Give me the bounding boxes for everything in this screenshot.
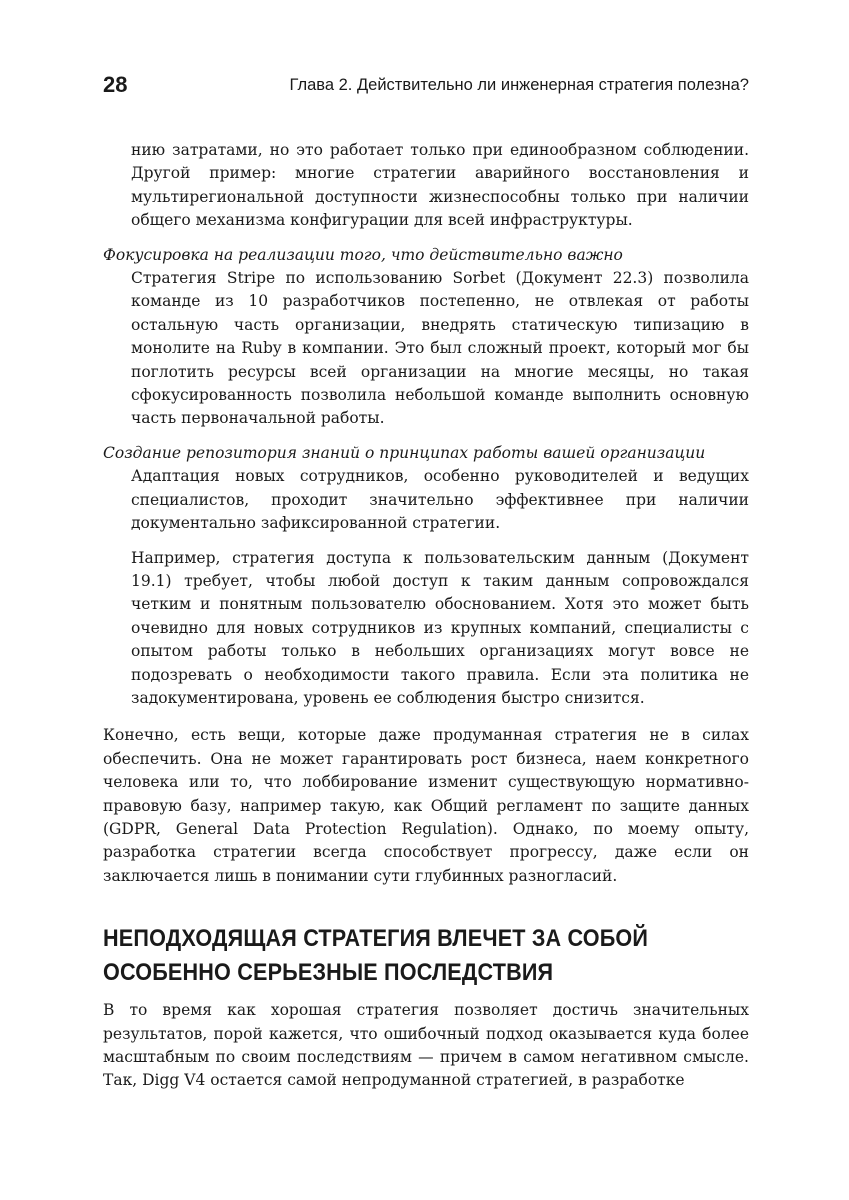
running-head: Глава 2. Действительно ли инженерная стратегия полезна? (289, 76, 749, 94)
paragraph-bad-strategy: В то время как хорошая стратегия позволяет достичь значительных результатов, порой кажется, что ошибочный подход оказывается куда более масштабным по своим последствиям — причем в самом негативном смысле. Так, Digg V4 остается самой непродуманной стратегией, в разработке (103, 1001, 749, 1090)
list-term-focus: Фокусировка на реализации того, что действительно важно (103, 245, 623, 264)
paragraph-limits-of-strategy: Конечно, есть вещи, которые даже продуманная стратегия не в силах обеспечить. Она не может гарантировать рост бизнеса, наем конкретного человека или то, что лоббирование изменит существующую нормативно-правовую базу, например такую, как Общий регламент по защите данных (GDPR, General Data Protection Regulation). Однако, по моему опыту, разработка стратегии всегда способствует прогрессу, даже если он заключается лишь в понимании сути глубинных разногласий. (103, 726, 749, 885)
paragraph-continued: нию затратами, но это работает только при единообразном соблюдении. Другой пример: многие стратегии аварийного восстановления и мультирегиональной доступности жизнеспособны только при наличии общего механизма конфигурации для всей инфраструктуры. (131, 141, 749, 230)
paragraph-stripe-sorbet: Стратегия Stripe по использованию Sorbet (Документ 22.3) позволила команде из 10 разработчиков постепенно, не отвлекая от работы остальную часть организации, внедрять статическую типизацию в монолите на Ruby в компании. Это был сложный проект, который мог бы поглотить ресурсы всей организации на многие месяцы, но такая сфокусированность позволила небольшой команде выполнить основную часть первоначальной работы. (131, 269, 749, 428)
list-term-knowledge-repository: Создание репозитория знаний о принципах работы вашей организации (103, 443, 706, 462)
section-heading: НЕПОДХОДЯЩАЯ СТРАТЕГИЯ ВЛЕЧЕТ ЗА СОБОЙ ОСОБЕННО СЕРЬЕЗНЫЕ ПОСЛЕДСТВИЯ (103, 925, 649, 987)
page-header (103, 70, 749, 100)
paragraph-onboarding: Адаптация новых сотрудников, особенно руководителей и ведущих специалистов, проходит значительно эффективнее при наличии документально зафиксированной стратегии. (131, 467, 749, 533)
page-body (103, 139, 749, 1093)
paragraph-user-data-access: Например, стратегия доступа к пользовательским данным (Документ 19.1) требует, чтобы любой доступ к таким данным сопровождался четким и понятным пользователю обоснованием. Хотя это может быть очевидно для новых сотрудников из крупных компаний, специалисты с опытом работы только в небольших организациях могут вовсе не подозревать о необходимости такого правила. Если эта политика не задокументирована, уровень ее соблюдения быстро снизится. (131, 548, 749, 707)
page-number: 28 (103, 72, 128, 97)
